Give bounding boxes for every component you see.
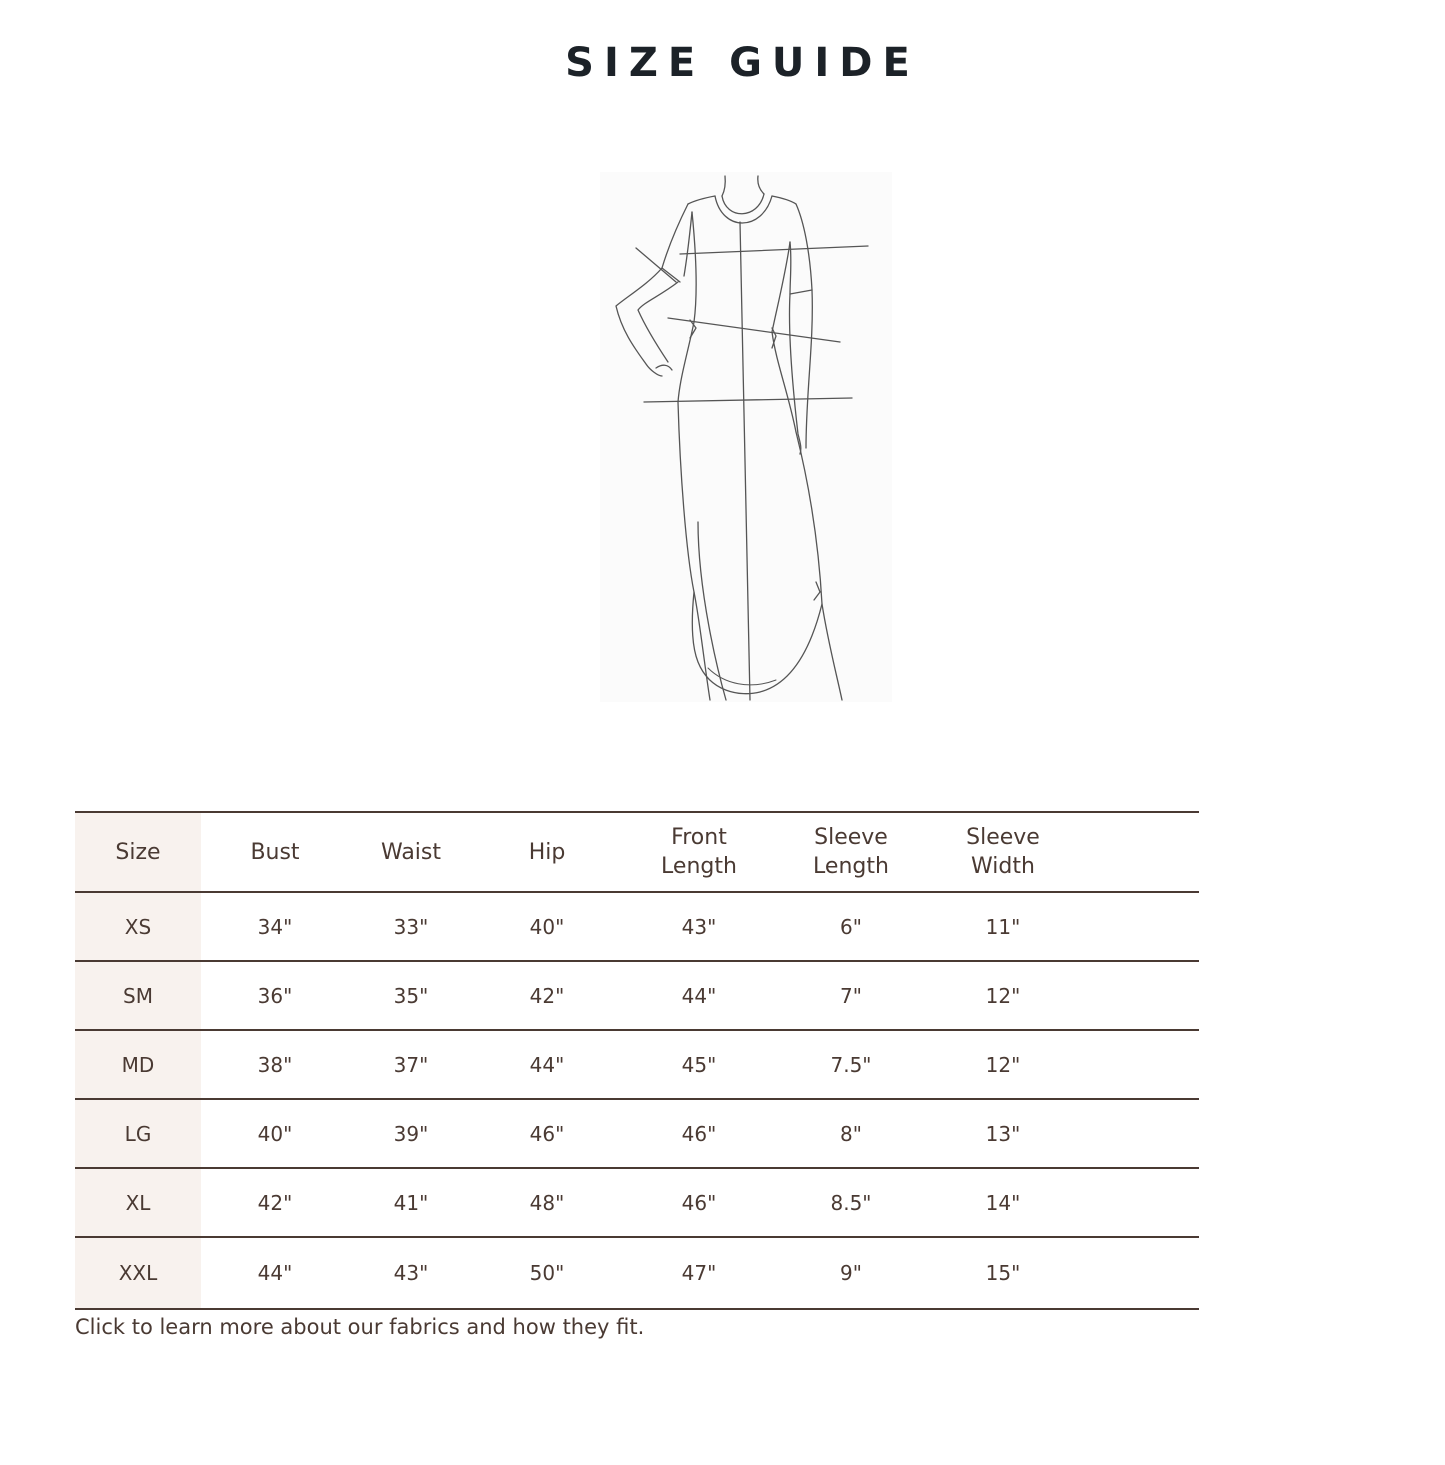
header-sleeve-width: Sleeve Width <box>925 812 1081 892</box>
cell-front-length: 45" <box>621 1030 777 1099</box>
cell-sleeve-length: 7.5" <box>777 1030 925 1099</box>
header-empty <box>1081 812 1199 892</box>
cell-empty <box>1081 892 1199 961</box>
cell-hip: 42" <box>473 961 621 1030</box>
cell-size: XL <box>75 1168 201 1237</box>
cell-empty <box>1081 1168 1199 1237</box>
cell-bust: 44" <box>201 1237 349 1309</box>
cell-empty <box>1081 1237 1199 1309</box>
cell-hip: 40" <box>473 892 621 961</box>
cell-sleeve-length: 8.5" <box>777 1168 925 1237</box>
table-header-row <box>75 812 1199 892</box>
cell-waist: 37" <box>349 1030 473 1099</box>
cell-empty <box>1081 961 1199 1030</box>
cell-front-length: 46" <box>621 1168 777 1237</box>
header-hip: Hip <box>473 812 621 892</box>
cell-bust: 42" <box>201 1168 349 1237</box>
cell-front-length: 46" <box>621 1099 777 1168</box>
cell-front-length: 47" <box>621 1237 777 1309</box>
cell-sleeve-width: 15" <box>925 1237 1081 1309</box>
cell-hip: 48" <box>473 1168 621 1237</box>
table-row <box>75 1168 1199 1237</box>
table-row <box>75 961 1199 1030</box>
cell-hip: 50" <box>473 1237 621 1309</box>
size-table <box>75 811 1199 1310</box>
header-sleeve-length: Sleeve Length <box>777 812 925 892</box>
cell-sleeve-width: 12" <box>925 961 1081 1030</box>
cell-waist: 35" <box>349 961 473 1030</box>
cell-sleeve-length: 7" <box>777 961 925 1030</box>
cell-waist: 33" <box>349 892 473 961</box>
cell-size: MD <box>75 1030 201 1099</box>
cell-empty <box>1081 1030 1199 1099</box>
cell-bust: 36" <box>201 961 349 1030</box>
cell-sleeve-width: 11" <box>925 892 1081 961</box>
cell-size: XS <box>75 892 201 961</box>
cell-sleeve-width: 14" <box>925 1168 1081 1237</box>
table-row <box>75 1030 1199 1099</box>
table-row <box>75 1099 1199 1168</box>
header-front-length: Front Length <box>621 812 777 892</box>
cell-sleeve-length: 6" <box>777 892 925 961</box>
table-row <box>75 892 1199 961</box>
cell-sleeve-length: 9" <box>777 1237 925 1309</box>
cell-sleeve-width: 12" <box>925 1030 1081 1099</box>
cell-waist: 41" <box>349 1168 473 1237</box>
fabrics-info-link[interactable]: Click to learn more about our fabrics and how they fit. <box>75 1315 645 1339</box>
cell-bust: 34" <box>201 892 349 961</box>
cell-hip: 46" <box>473 1099 621 1168</box>
table-row <box>75 1237 1199 1309</box>
cell-sleeve-length: 8" <box>777 1099 925 1168</box>
cell-bust: 40" <box>201 1099 349 1168</box>
dress-sketch-drawing <box>600 172 892 702</box>
cell-size: SM <box>75 961 201 1030</box>
dress-measurement-illustration <box>600 172 892 702</box>
header-waist: Waist <box>349 812 473 892</box>
page-title: SIZE GUIDE <box>565 40 920 86</box>
cell-waist: 39" <box>349 1099 473 1168</box>
header-bust: Bust <box>201 812 349 892</box>
cell-sleeve-width: 13" <box>925 1099 1081 1168</box>
header-size: Size <box>75 812 201 892</box>
cell-bust: 38" <box>201 1030 349 1099</box>
cell-empty <box>1081 1099 1199 1168</box>
cell-size: LG <box>75 1099 201 1168</box>
cell-front-length: 43" <box>621 892 777 961</box>
cell-front-length: 44" <box>621 961 777 1030</box>
size-chart <box>75 811 1199 1310</box>
cell-waist: 43" <box>349 1237 473 1309</box>
cell-hip: 44" <box>473 1030 621 1099</box>
cell-size: XXL <box>75 1237 201 1309</box>
